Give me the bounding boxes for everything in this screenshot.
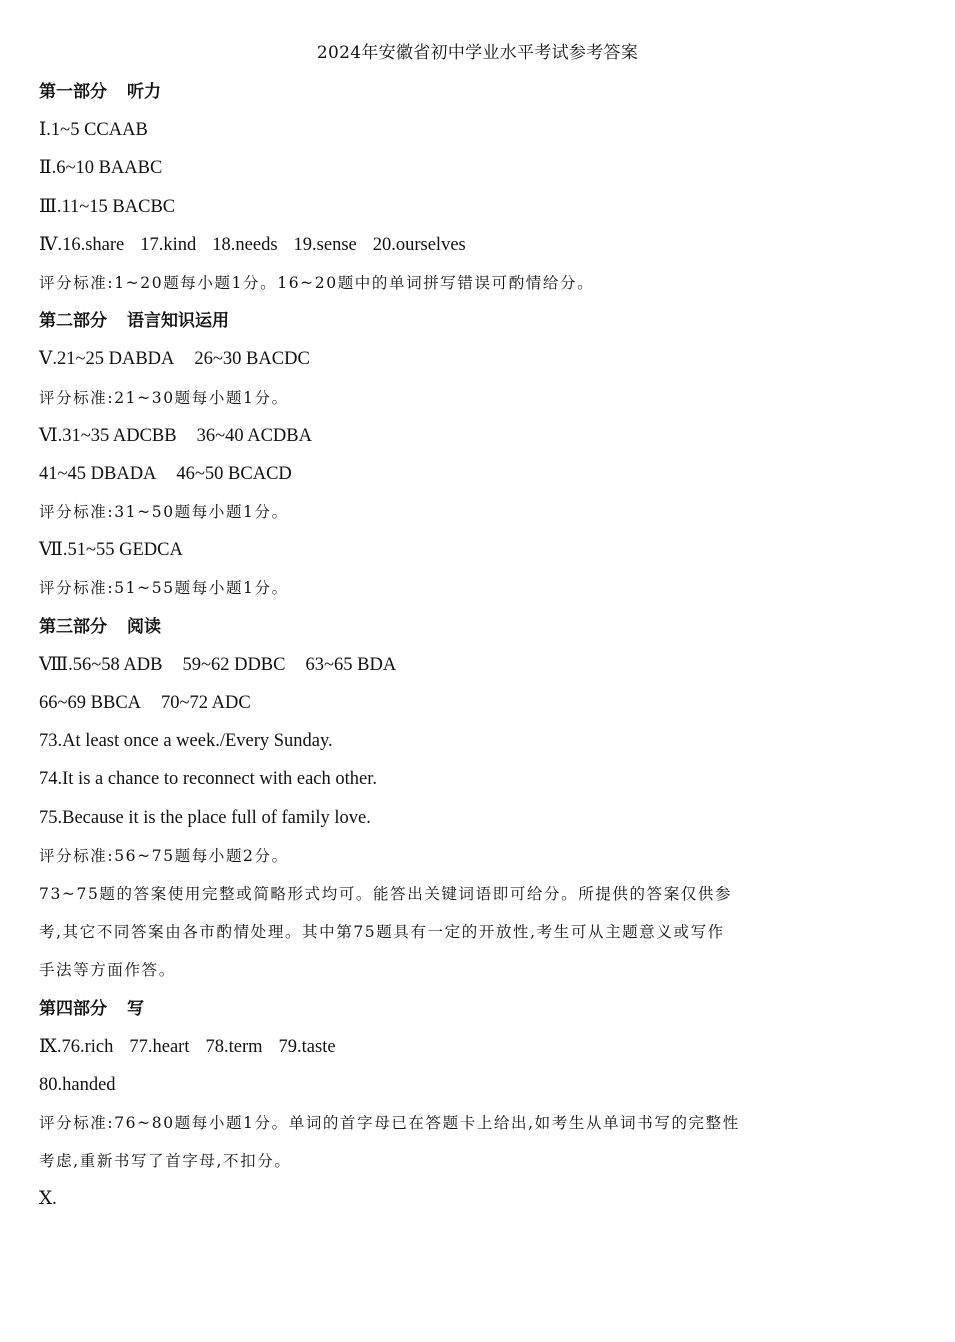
answer-item: 41~45 DBADA: [39, 463, 157, 484]
answer-line-q8a: [39, 652, 839, 690]
scoring-note-line: 手法等方面作答。: [39, 961, 176, 980]
section-name: 阅读: [127, 616, 161, 637]
answer-line-q6a: [39, 423, 839, 461]
answer-line-q10: Ⅹ.: [39, 1189, 57, 1210]
section-number: 第二部分: [39, 311, 107, 332]
answer-item: Ⅳ.16.share: [39, 234, 125, 255]
answer-item: 19.sense: [293, 234, 357, 255]
section-name: 听力: [127, 82, 161, 102]
answer-item: Ⅷ.56~58 ADB: [39, 654, 163, 675]
scoring-criteria: 评分标准:21~30题每小题1分。: [39, 388, 289, 407]
section-number: 第四部分: [39, 998, 107, 1019]
scoring-criteria: 评分标准:56~75题每小题2分。: [39, 846, 289, 865]
answer-line-q5: [39, 346, 839, 384]
answer-item: Ⅴ.21~25 DABDA: [39, 349, 175, 370]
answer-line-74: 74.It is a chance to reconnect with each other.: [39, 769, 377, 790]
scoring-criteria: 评分标准:1~20题每小题1分。16~20题中的单词拼写错误可酌情给分。: [39, 273, 595, 292]
answer-item: 17.kind: [140, 234, 197, 255]
section-heading-language-use: [39, 308, 839, 346]
scoring-note-line: 考,其它不同答案由各市酌情处理。其中第75题具有一定的开放性,考生可从主题意义或写作: [39, 923, 725, 942]
answer-item: 70~72 ADC: [161, 693, 251, 713]
answer-item: 18.needs: [212, 234, 278, 255]
answer-line-q8b: [39, 690, 839, 728]
answer-line-q7: Ⅶ.51~55 GEDCA: [39, 540, 183, 561]
section-heading-listening: [39, 79, 839, 117]
answer-item: 36~40 ACDBA: [196, 425, 312, 446]
section-name: 语言知识运用: [127, 311, 229, 332]
answer-item: 79.taste: [278, 1036, 336, 1057]
scoring-criteria: 评分标准:51~55题每小题1分。: [39, 579, 289, 598]
answer-item: 78.term: [205, 1036, 263, 1057]
answer-item: 63~65 BDA: [305, 654, 397, 675]
section-heading-reading: [39, 614, 839, 652]
answer-line-q9a: [39, 1034, 839, 1072]
answer-line-q9b: 80.handed: [39, 1074, 116, 1095]
section-name: 写: [127, 998, 144, 1019]
scoring-note-line: 73~75题的答案使用完整或简略形式均可。能答出关键词语即可给分。所提供的答案仅供参: [39, 884, 733, 903]
section-number: 第一部分: [39, 82, 107, 102]
answer-item: 46~50 BCACD: [176, 463, 292, 484]
section-number: 第三部分: [39, 616, 107, 637]
answer-item: 26~30 BACDC: [194, 349, 310, 370]
answer-line-73: 73.At least once a week./Every Sunday.: [39, 731, 333, 752]
answer-item: 77.heart: [129, 1036, 190, 1057]
scoring-criteria: 考虑,重新书写了首字母,不扣分。: [39, 1152, 292, 1171]
answer-line-q6b: [39, 461, 839, 499]
page-title: 2024年安徽省初中学业水平考试参考答案: [316, 43, 639, 63]
answer-item: 66~69 BBCA: [39, 693, 142, 713]
scoring-criteria: 评分标准:76~80题每小题1分。单词的首字母已在答题卡上给出,如考生从单词书写的完整性: [39, 1114, 740, 1133]
scoring-criteria: 评分标准:31~50题每小题1分。: [39, 503, 289, 522]
answer-line-q3: Ⅲ.11~15 BACBC: [39, 196, 176, 217]
answer-content: [39, 79, 839, 1225]
answer-item: 59~62 DDBC: [182, 654, 286, 675]
answer-line-q2: Ⅱ.6~10 BAABC: [39, 158, 163, 179]
section-heading-writing: [39, 996, 839, 1034]
answer-line-75: 75.Because it is the place full of family love.: [39, 807, 371, 828]
answer-line-q1: Ⅰ.1~5 CCAAB: [39, 120, 148, 141]
answer-line-q4: [39, 232, 839, 270]
answer-item: 20.ourselves: [372, 234, 466, 255]
answer-item: Ⅸ.76.rich: [39, 1036, 114, 1057]
answer-item: Ⅵ.31~35 ADCBB: [39, 425, 177, 446]
